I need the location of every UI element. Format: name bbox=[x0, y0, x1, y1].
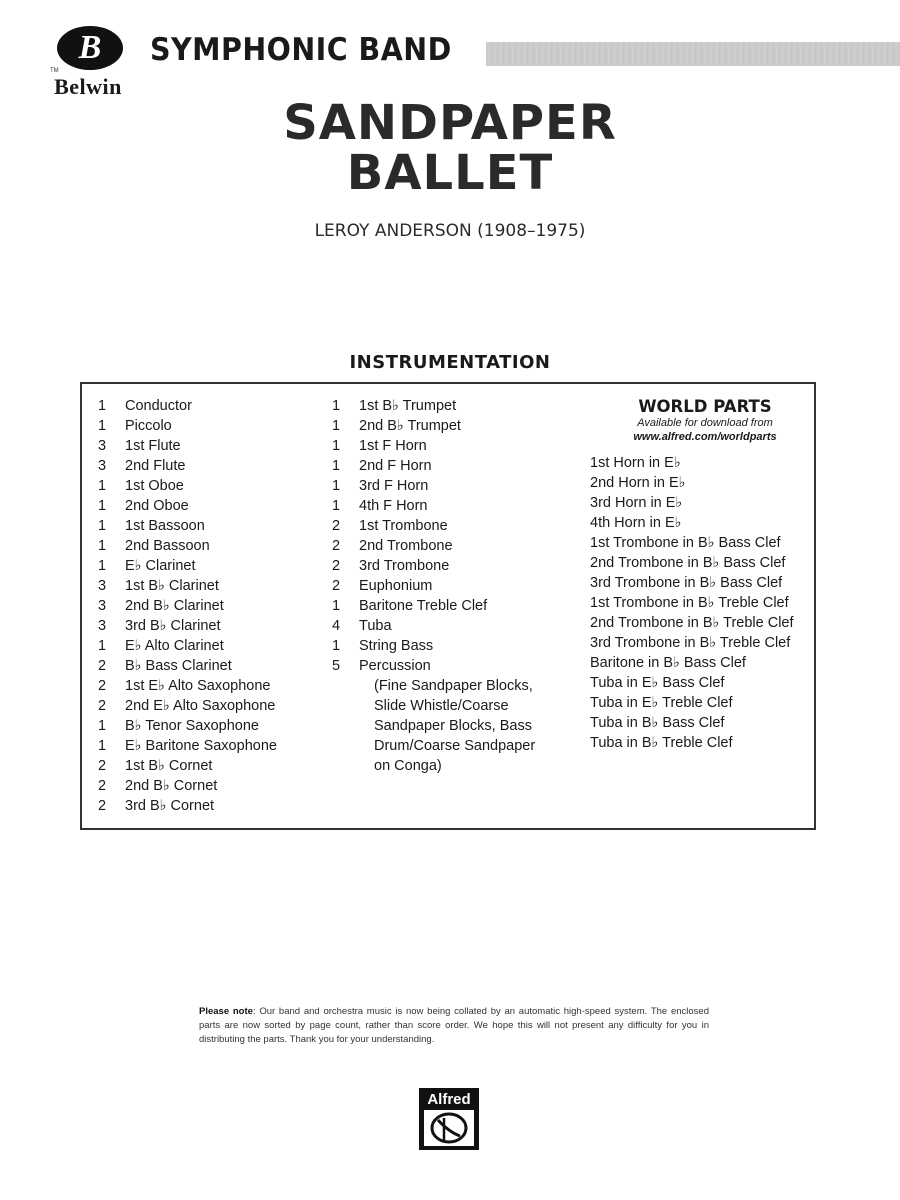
instrument-name: 2nd B♭ Cornet bbox=[125, 778, 218, 794]
instrument-quantity: 1 bbox=[98, 718, 107, 734]
instrument-row bbox=[332, 616, 535, 636]
instrument-quantity: 5 bbox=[332, 658, 341, 674]
instrument-name: 2nd B♭ Trumpet bbox=[359, 418, 461, 434]
piece-title-line-1: SANDPAPER bbox=[283, 95, 617, 151]
instrument-quantity: 1 bbox=[98, 558, 107, 574]
world-part-item: Tuba in E♭ Bass Clef bbox=[590, 675, 725, 691]
instrument-row bbox=[332, 576, 535, 596]
world-part-item: 2nd Trombone in B♭ Treble Clef bbox=[590, 615, 794, 631]
piece-title-line-2: BALLET bbox=[346, 145, 554, 201]
instrument-quantity: 1 bbox=[98, 518, 107, 534]
world-part-item: 3rd Horn in E♭ bbox=[590, 495, 683, 511]
instrument-column-2 bbox=[332, 396, 535, 776]
instrument-quantity: 2 bbox=[98, 778, 107, 794]
instrument-name: Piccolo bbox=[125, 418, 172, 434]
world-part-item: Tuba in E♭ Treble Clef bbox=[590, 695, 733, 711]
trademark-symbol: TM bbox=[50, 68, 59, 74]
instrument-row bbox=[332, 656, 535, 676]
instrument-name: 3rd B♭ Cornet bbox=[125, 798, 215, 814]
instrument-name: Percussion bbox=[359, 658, 431, 674]
instrument-quantity: 3 bbox=[98, 578, 107, 594]
instrument-row bbox=[332, 536, 535, 556]
world-part-item: 3rd Trombone in B♭ Treble Clef bbox=[590, 635, 791, 651]
instrument-name: 1st F Horn bbox=[359, 438, 427, 454]
instrument-quantity: 2 bbox=[98, 798, 107, 814]
instrument-quantity: 3 bbox=[98, 438, 107, 454]
instrument-name: E♭ Baritone Saxophone bbox=[125, 738, 277, 754]
world-parts-subtitle: Available for download from bbox=[637, 417, 773, 429]
world-part-item: 4th Horn in E♭ bbox=[590, 515, 682, 531]
percussion-note bbox=[332, 676, 535, 776]
instrument-quantity: 2 bbox=[98, 678, 107, 694]
instrument-quantity: 2 bbox=[332, 538, 341, 554]
instrument-name: 3rd B♭ Clarinet bbox=[125, 618, 221, 634]
collation-note bbox=[199, 1005, 709, 1047]
percussion-note-line: (Fine Sandpaper Blocks, bbox=[374, 678, 533, 694]
instrument-quantity: 1 bbox=[332, 438, 341, 454]
instrument-name: 1st Bassoon bbox=[125, 518, 205, 534]
instrument-name: B♭ Bass Clarinet bbox=[125, 658, 232, 674]
instrument-name: Euphonium bbox=[359, 578, 433, 594]
instrument-name: 1st B♭ Clarinet bbox=[125, 578, 219, 594]
instrument-name: 3rd Trombone bbox=[359, 558, 450, 574]
instrument-name: E♭ Clarinet bbox=[125, 558, 196, 574]
note-text: : Our band and orchestra music is now being collated by an automatic high-speed system. The enclosed parts are now sorted by page count, rather than score order. We hope this will not present any difficulty for you in distributing the parts. Thank you for your understanding. bbox=[199, 1006, 710, 1045]
series-title: SYMPHONIC BAND bbox=[150, 32, 452, 68]
instrument-quantity: 1 bbox=[332, 598, 341, 614]
instrument-name: 1st E♭ Alto Saxophone bbox=[125, 678, 271, 694]
instrument-quantity: 1 bbox=[98, 538, 107, 554]
instrument-row bbox=[332, 416, 535, 436]
instrument-row bbox=[332, 636, 535, 656]
instrument-name: 2nd E♭ Alto Saxophone bbox=[125, 698, 276, 714]
world-part-item: 3rd Trombone in B♭ Bass Clef bbox=[590, 575, 783, 591]
alfred-logo-text: Alfred bbox=[427, 1091, 471, 1108]
composer: LEROY ANDERSON (1908–1975) bbox=[314, 221, 586, 241]
instrument-name: 2nd Bassoon bbox=[125, 538, 210, 554]
instrument-quantity: 4 bbox=[332, 618, 341, 634]
instrument-name: 2nd B♭ Clarinet bbox=[125, 598, 224, 614]
world-part-item: 2nd Trombone in B♭ Bass Clef bbox=[590, 555, 786, 571]
instrument-name: Tuba bbox=[359, 618, 392, 634]
instrument-row bbox=[332, 456, 535, 476]
instrument-name: B♭ Tenor Saxophone bbox=[125, 718, 259, 734]
instrument-quantity: 1 bbox=[98, 738, 107, 754]
instrument-name: 2nd F Horn bbox=[359, 458, 432, 474]
world-parts-panel bbox=[590, 396, 810, 753]
instrumentation-box bbox=[80, 382, 816, 830]
instrument-quantity: 3 bbox=[98, 618, 107, 634]
percussion-note-line: Drum/Coarse Sandpaper bbox=[374, 738, 536, 754]
alfred-logo bbox=[419, 1088, 479, 1150]
instrument-quantity: 1 bbox=[332, 478, 341, 494]
instrument-row bbox=[332, 596, 535, 616]
percussion-note-line: Sandpaper Blocks, Bass bbox=[374, 718, 532, 734]
instrument-row bbox=[332, 476, 535, 496]
instrument-row bbox=[332, 496, 535, 516]
world-part-item: Tuba in B♭ Treble Clef bbox=[590, 735, 733, 751]
instrument-quantity: 2 bbox=[98, 758, 107, 774]
percussion-note-line: Slide Whistle/Coarse bbox=[374, 698, 509, 714]
instrument-quantity: 1 bbox=[98, 478, 107, 494]
note-label: Please note bbox=[199, 1006, 253, 1017]
instrument-quantity: 2 bbox=[332, 518, 341, 534]
instrument-row bbox=[332, 516, 535, 536]
instrument-quantity: 1 bbox=[332, 498, 341, 514]
instrument-name: 1st B♭ Trumpet bbox=[359, 398, 457, 414]
alfred-emblem-icon bbox=[424, 1110, 474, 1146]
instrument-quantity: 2 bbox=[98, 658, 107, 674]
instrument-quantity: 1 bbox=[98, 418, 107, 434]
world-parts-title: WORLD PARTS bbox=[638, 397, 772, 416]
world-part-item: 1st Horn in E♭ bbox=[590, 455, 681, 471]
world-parts-url[interactable]: www.alfred.com/worldparts bbox=[633, 431, 777, 443]
belwin-logo-text: Belwin bbox=[54, 74, 122, 99]
world-parts-list bbox=[590, 453, 810, 753]
belwin-logo bbox=[30, 24, 142, 102]
instrument-quantity: 1 bbox=[332, 638, 341, 654]
percussion-note-line: on Conga) bbox=[374, 758, 442, 774]
instrument-quantity: 1 bbox=[98, 498, 107, 514]
world-part-item: 1st Trombone in B♭ Bass Clef bbox=[590, 535, 781, 551]
instrument-quantity: 3 bbox=[98, 598, 107, 614]
instrument-name: Conductor bbox=[125, 398, 192, 414]
instrument-name: 4th F Horn bbox=[359, 498, 428, 514]
instrumentation-heading: INSTRUMENTATION bbox=[349, 352, 551, 373]
alfred-logo-emblem bbox=[424, 1110, 474, 1146]
instrument-row bbox=[332, 556, 535, 576]
instrument-quantity: 2 bbox=[98, 698, 107, 714]
instrument-quantity: 3 bbox=[98, 458, 107, 474]
instrument-quantity: 2 bbox=[332, 558, 341, 574]
instrument-name: 3rd F Horn bbox=[359, 478, 429, 494]
instrument-quantity: 1 bbox=[98, 638, 107, 654]
instrument-quantity: 1 bbox=[332, 398, 341, 414]
instrument-name: 2nd Flute bbox=[125, 458, 186, 474]
world-part-item: Baritone in B♭ Bass Clef bbox=[590, 655, 746, 671]
instrument-name: 1st B♭ Cornet bbox=[125, 758, 213, 774]
instrument-row bbox=[332, 436, 535, 456]
instrument-quantity: 2 bbox=[332, 578, 341, 594]
instrument-name: 2nd Trombone bbox=[359, 538, 453, 554]
instrument-name: E♭ Alto Clarinet bbox=[125, 638, 224, 654]
instrument-name: Baritone Treble Clef bbox=[359, 598, 488, 614]
world-part-item: Tuba in B♭ Bass Clef bbox=[590, 715, 725, 731]
instrument-name: 1st Trombone bbox=[359, 518, 448, 534]
world-part-item: 2nd Horn in E♭ bbox=[590, 475, 686, 491]
world-part-item: 1st Trombone in B♭ Treble Clef bbox=[590, 595, 789, 611]
instrument-row bbox=[332, 396, 535, 416]
instrument-quantity: 1 bbox=[332, 418, 341, 434]
instrument-name: 1st Oboe bbox=[125, 478, 184, 494]
instrument-name: String Bass bbox=[359, 638, 434, 654]
instrument-quantity: 1 bbox=[332, 458, 341, 474]
instrument-name: 1st Flute bbox=[125, 438, 181, 454]
header-decorative-bar bbox=[486, 42, 900, 66]
instrument-quantity: 1 bbox=[98, 398, 107, 414]
instrument-name: 2nd Oboe bbox=[125, 498, 189, 514]
belwin-logo-mark: B bbox=[57, 26, 123, 70]
